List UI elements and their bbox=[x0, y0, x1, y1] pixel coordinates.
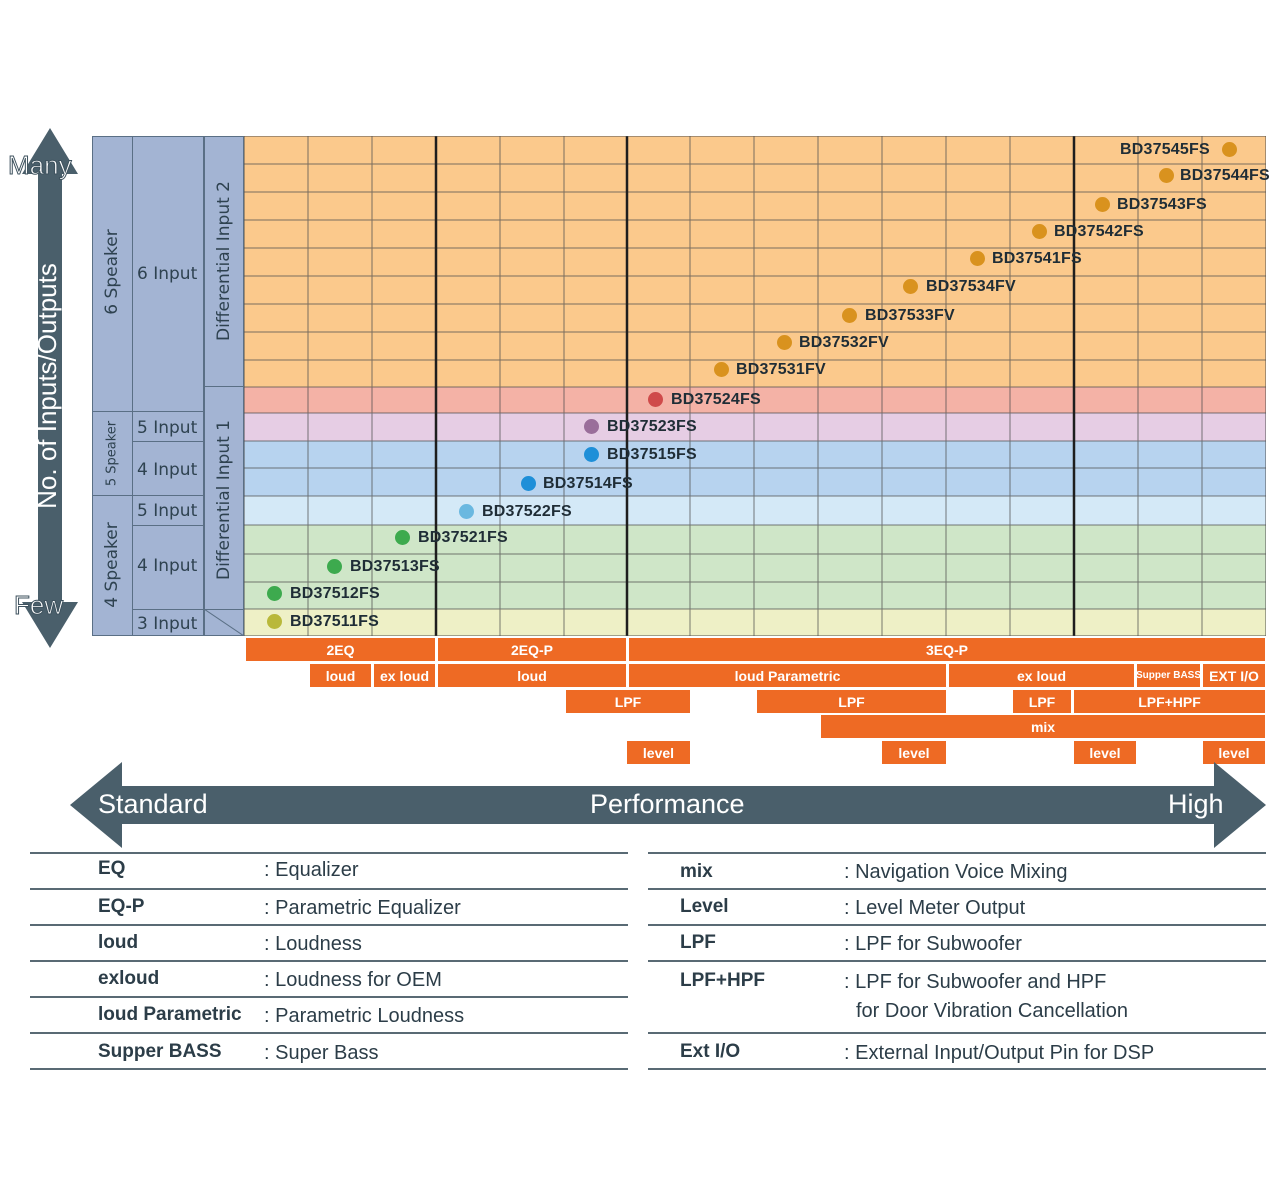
speaker-group-6: 6 Speaker bbox=[102, 229, 122, 315]
product-label-BD37543FS: BD37543FS bbox=[1117, 196, 1207, 213]
differential-input-1: Differential Input 1 bbox=[214, 420, 234, 581]
feature-2eq: 2EQ bbox=[246, 638, 435, 661]
feature-mix: mix bbox=[821, 715, 1265, 738]
product-label-BD37522FS: BD37522FS bbox=[482, 503, 572, 520]
product-label-BD37533FV: BD37533FV bbox=[865, 307, 955, 324]
legend-desc-supper-bass: : Super Bass bbox=[264, 1042, 379, 1064]
product-dot-BD37542FS bbox=[1032, 224, 1047, 239]
feature-3eq-p: 3EQ-P bbox=[629, 638, 1265, 661]
legend-desc-loud-parametric: : Parametric Loudness bbox=[264, 1005, 465, 1027]
product-label-BD37523FS: BD37523FS bbox=[607, 418, 697, 435]
legend-term-ext-io: Ext I/O bbox=[680, 1041, 741, 1062]
product-label-BD37545FS: BD37545FS bbox=[1120, 141, 1210, 158]
product-label-BD37534FV: BD37534FV bbox=[926, 278, 1016, 295]
product-dot-BD37524FS bbox=[648, 392, 663, 407]
product-label-BD37544FS: BD37544FS bbox=[1180, 167, 1270, 184]
input-label-4a: 4 Input bbox=[137, 460, 198, 480]
product-dot-BD37511FS bbox=[267, 614, 282, 629]
feature-loud-2: loud bbox=[438, 664, 626, 687]
product-label-BD37521FS: BD37521FS bbox=[418, 529, 508, 546]
legend-desc-level: : Level Meter Output bbox=[844, 897, 1026, 919]
product-label-BD37524FS: BD37524FS bbox=[671, 391, 761, 408]
product-label-BD37532FV: BD37532FV bbox=[799, 334, 889, 351]
legend-term-lpf-hpf: LPF+HPF bbox=[680, 970, 765, 991]
product-dot-BD37523FS bbox=[584, 419, 599, 434]
legend-desc-lpf-hpf-line2: for Door Vibration Cancellation bbox=[856, 1000, 1129, 1022]
speaker-group-5: 5 Speaker bbox=[104, 420, 120, 487]
feature-level-2: level bbox=[882, 741, 946, 764]
product-label-BD37542FS: BD37542FS bbox=[1054, 223, 1144, 240]
product-dot-BD37545FS bbox=[1222, 142, 1237, 157]
product-dot-BD37541FS bbox=[970, 251, 985, 266]
product-label-BD37514FS: BD37514FS bbox=[543, 475, 633, 492]
x-axis-right-label: High bbox=[1168, 789, 1224, 819]
legend-term-eq: EQ bbox=[98, 858, 126, 879]
differential-input-2: Differential Input 2 bbox=[214, 181, 234, 342]
legend-desc-lpf: : LPF for Subwoofer bbox=[844, 933, 1022, 955]
legend-desc-lpf-hpf: : LPF for Subwoofer and HPF bbox=[844, 971, 1107, 993]
legend-term-lpf: LPF bbox=[680, 932, 716, 953]
legend-desc-loud: : Loudness bbox=[264, 933, 362, 955]
product-label-BD37541FS: BD37541FS bbox=[992, 250, 1082, 267]
legend-desc-mix: : Navigation Voice Mixing bbox=[844, 861, 1068, 883]
feature-level-3: level bbox=[1074, 741, 1136, 764]
product-dot-BD37521FS bbox=[395, 530, 410, 545]
product-label-BD37511FS: BD37511FS bbox=[290, 613, 379, 630]
feature-ext-io: EXT I/O bbox=[1203, 664, 1265, 687]
product-dot-BD37522FS bbox=[459, 504, 474, 519]
product-label-BD37531FV: BD37531FV bbox=[736, 361, 826, 378]
legend-term-exloud: exloud bbox=[98, 968, 160, 989]
y-axis-title: No. of Inputs/Outputs bbox=[32, 263, 62, 509]
y-axis-top-label: Many bbox=[8, 150, 72, 180]
feature-2eq-p: 2EQ-P bbox=[438, 638, 626, 661]
feature-lpf-2: LPF bbox=[757, 690, 946, 713]
feature-level-4: level bbox=[1203, 741, 1265, 764]
input-label-5a: 5 Input bbox=[137, 418, 198, 438]
product-label-BD37513FS: BD37513FS bbox=[350, 558, 440, 575]
product-dot-BD37532FV bbox=[777, 335, 792, 350]
input-label-5b: 5 Input bbox=[137, 501, 198, 521]
feature-lpf-1: LPF bbox=[566, 690, 690, 713]
x-axis-left-label: Standard bbox=[98, 789, 208, 819]
feature-exloud-2: ex loud bbox=[949, 664, 1134, 687]
feature-supper-bass: Supper BASS bbox=[1137, 664, 1200, 687]
product-dot-BD37513FS bbox=[327, 559, 342, 574]
legend-term-mix: mix bbox=[680, 861, 713, 882]
feature-level-1: level bbox=[627, 741, 690, 764]
legend-desc-exloud: : Loudness for OEM bbox=[264, 969, 442, 991]
product-dot-BD37534FV bbox=[903, 279, 918, 294]
input-label-4b: 4 Input bbox=[137, 556, 198, 576]
product-dot-BD37515FS bbox=[584, 447, 599, 462]
legend-right bbox=[648, 852, 1266, 1072]
feature-loud-parametric: loud Parametric bbox=[629, 664, 946, 687]
product-dot-BD37512FS bbox=[267, 586, 282, 601]
product-label-BD37515FS: BD37515FS bbox=[607, 446, 697, 463]
product-dot-BD37514FS bbox=[521, 476, 536, 491]
legend-term-supper-bass: Supper BASS bbox=[98, 1041, 222, 1062]
product-dot-BD37543FS bbox=[1095, 197, 1110, 212]
product-label-BD37512FS: BD37512FS bbox=[290, 585, 380, 602]
feature-lpf-3: LPF bbox=[1013, 690, 1071, 713]
y-axis-bottom-label: Few bbox=[14, 590, 64, 620]
input-label-6: 6 Input bbox=[137, 264, 198, 284]
speaker-group-4: 4 Speaker bbox=[102, 522, 122, 608]
legend-term-eq-p: EQ-P bbox=[98, 896, 145, 917]
legend-desc-eq-p: : Parametric Equalizer bbox=[264, 897, 461, 919]
input-label-3: 3 Input bbox=[137, 614, 198, 634]
legend-term-loud-parametric: loud Parametric bbox=[98, 1004, 242, 1025]
legend-term-loud: loud bbox=[98, 932, 139, 953]
legend-term-level: Level bbox=[680, 896, 729, 917]
legend-left bbox=[30, 852, 628, 1072]
product-dot-BD37531FV bbox=[714, 362, 729, 377]
x-axis-center-label: Performance bbox=[590, 789, 745, 819]
legend-desc-ext-io: : External Input/Output Pin for DSP bbox=[844, 1042, 1155, 1064]
product-dot-BD37544FS bbox=[1159, 168, 1174, 183]
feature-loud-1: loud bbox=[310, 664, 371, 687]
product-dot-BD37533FV bbox=[842, 308, 857, 323]
feature-exloud-1: ex loud bbox=[374, 664, 435, 687]
feature-lpf-hpf: LPF+HPF bbox=[1074, 690, 1265, 713]
legend-desc-eq: : Equalizer bbox=[264, 859, 359, 881]
